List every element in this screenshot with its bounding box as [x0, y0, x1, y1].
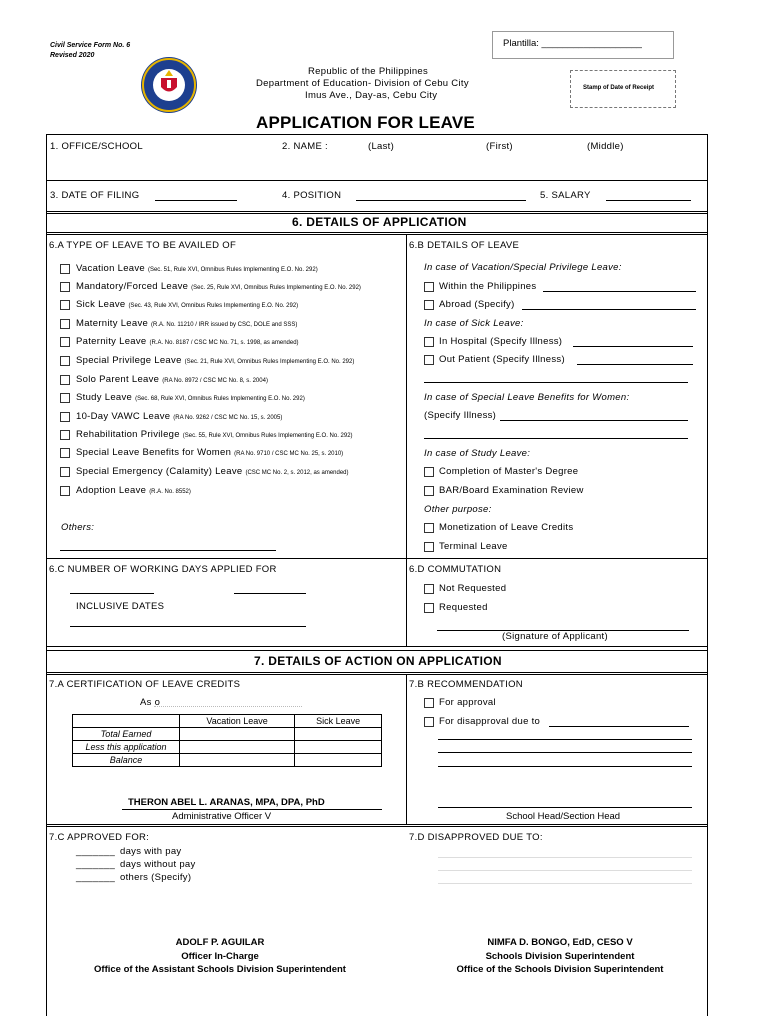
inclusive-dates-field[interactable]	[70, 626, 306, 627]
school-head-signature-field[interactable]	[438, 807, 692, 808]
leave-type-checkbox[interactable]	[60, 430, 70, 440]
leave-type-item	[76, 429, 353, 440]
days-without-pay-blank[interactable]: _______	[76, 859, 116, 870]
leave-type-label: Special Emergency (Calamity) Leave	[76, 466, 243, 477]
working-days-field[interactable]	[70, 593, 154, 594]
leave-type-checkbox[interactable]	[60, 375, 70, 385]
s6b-title: 6.B DETAILS OF LEAVE	[409, 240, 520, 251]
leave-type-legal-basis: (RA No. 8972 / CSC MC No. 8, s. 2004)	[162, 378, 268, 384]
leave-type-checkbox[interactable]	[60, 300, 70, 310]
out-patient-label: Out Patient (Specify Illness)	[439, 354, 565, 365]
others-label: Others:	[61, 522, 95, 533]
monetization-label: Monetization of Leave Credits	[439, 522, 574, 533]
leave-type-legal-basis: (R.A. No. 8552)	[149, 489, 191, 495]
leave-type-legal-basis: (RA No. 9710 / CSC MC No. 25, s. 2010)	[234, 451, 344, 457]
leave-type-legal-basis: (Sec. 25, Rule XVI, Omnibus Rules Implementing E.O. No. 292)	[191, 285, 361, 291]
position-field[interactable]	[356, 200, 526, 201]
women-extra-field[interactable]	[424, 438, 688, 439]
leave-type-legal-basis: (Sec. 21, Rule XVI, Omnibus Rules Implementing E.O. No. 292)	[184, 359, 355, 365]
within-philippines-field[interactable]	[543, 291, 696, 292]
seal-icon	[140, 56, 198, 114]
salary-label: 5. SALARY	[540, 190, 591, 201]
for-approval-checkbox[interactable]	[424, 698, 434, 708]
stamp-box	[570, 70, 676, 108]
leave-type-legal-basis: (RA No. 9262 / CSC MC No. 15, s. 2005)	[173, 415, 283, 421]
leave-type-item	[76, 355, 354, 366]
as-of-field[interactable]	[154, 706, 302, 707]
leave-type-label: Rehabilitation Privilege	[76, 429, 180, 440]
leave-type-label: Study Leave	[76, 392, 133, 403]
leave-type-legal-basis: (R.A. No. 8187 / CSC MC No. 71, s. 1998, as amended)	[149, 340, 299, 346]
masters-checkbox[interactable]	[424, 467, 434, 477]
terminal-leave-checkbox[interactable]	[424, 542, 434, 552]
abroad-label: Abroad (Specify)	[439, 299, 515, 310]
study-heading: In case of Study Leave:	[424, 448, 531, 459]
in-hospital-checkbox[interactable]	[424, 337, 434, 347]
days-without-pay-label: days without pay	[120, 859, 196, 870]
leave-type-checkbox[interactable]	[60, 393, 70, 403]
sig-left-title: Officer In-Charge	[181, 950, 259, 962]
leave-type-label: 10-Day VAWC Leave	[76, 411, 171, 422]
cell-vacation-total[interactable]	[180, 728, 295, 741]
disapproval-reason-field[interactable]	[549, 726, 689, 727]
disapproved-reason-line2[interactable]	[438, 870, 692, 871]
cell-vacation-less[interactable]	[180, 741, 295, 754]
signatory-right	[400, 936, 720, 977]
women-heading: In case of Special Leave Benefits for Women:	[424, 392, 630, 403]
leave-type-label: Mandatory/Forced Leave	[76, 281, 189, 292]
applicant-signature-label: (Signature of Applicant)	[502, 631, 608, 642]
leave-type-checkbox[interactable]	[60, 356, 70, 366]
s7c-title: 7.C APPROVED FOR:	[49, 832, 150, 843]
header-line2: Department of Education- Division of Cebu City	[256, 78, 469, 89]
days-with-pay-label: days with pay	[120, 846, 182, 857]
in-hospital-field[interactable]	[573, 346, 693, 347]
stamp-label: Stamp of Date of Receipt	[583, 85, 655, 91]
leave-type-checkbox[interactable]	[60, 337, 70, 347]
for-disapproval-label: For disapproval due to	[439, 716, 541, 727]
date-of-filing-field[interactable]	[155, 200, 237, 201]
leave-type-legal-basis: (Sec. 55, Rule XVI, Omnibus Rules Implementing E.O. No. 292)	[182, 433, 353, 439]
leave-credits-table	[72, 714, 382, 767]
working-days-extra-field[interactable]	[234, 593, 306, 594]
s6a-title: 6.A TYPE OF LEAVE TO BE AVAILED OF	[49, 240, 237, 251]
bar-review-checkbox[interactable]	[424, 486, 434, 496]
leave-type-label: Special Privilege Leave	[76, 355, 182, 366]
middle-name-label: (Middle)	[587, 141, 624, 152]
as-of-label: As o	[140, 697, 161, 708]
row-balance: Balance	[73, 754, 180, 767]
leave-type-checkbox[interactable]	[60, 467, 70, 477]
leave-type-legal-basis: (Sec. 68, Rule XVI, Omnibus Rules Implementing E.O. No. 292)	[135, 396, 305, 402]
leave-type-item	[76, 374, 268, 385]
leave-type-label: Maternity Leave	[76, 318, 149, 329]
section6-title: 6. DETAILS OF APPLICATION	[292, 215, 467, 229]
vacation-heading: In case of Vacation/Special Privilege Leave:	[424, 262, 622, 273]
table-row	[73, 741, 382, 754]
leave-type-checkbox[interactable]	[60, 486, 70, 496]
for-disapproval-checkbox[interactable]	[424, 717, 434, 727]
leave-type-item	[76, 263, 318, 274]
out-patient-field[interactable]	[577, 364, 693, 365]
section7-title: 7. DETAILS OF ACTION ON APPLICATION	[254, 654, 502, 668]
other-purpose-heading: Other purpose:	[424, 504, 492, 515]
disapproval-reason-line3[interactable]	[438, 752, 692, 753]
leave-type-item	[76, 447, 343, 458]
name-input-area[interactable]	[50, 154, 700, 176]
abroad-checkbox[interactable]	[424, 300, 434, 310]
cell-sick-less[interactable]	[295, 741, 382, 754]
school-head-label: School Head/Section Head	[506, 811, 621, 822]
cell-vacation-balance[interactable]	[180, 754, 295, 767]
table-row	[73, 754, 382, 767]
leave-type-checkbox[interactable]	[60, 412, 70, 422]
leave-type-item	[76, 411, 282, 422]
plantilla-label: Plantilla: ___________________	[503, 38, 642, 49]
inclusive-dates-label: INCLUSIVE DATES	[76, 601, 165, 612]
leave-type-label: Sick Leave	[76, 299, 126, 310]
s6d-title: 6.D COMMUTATION	[409, 564, 502, 575]
row-less-application: Less this application	[73, 741, 180, 754]
abroad-field[interactable]	[522, 309, 696, 310]
specify-illness-field[interactable]	[500, 420, 688, 421]
s7d-title: 7.D DISAPPROVED DUE TO:	[409, 832, 543, 843]
leave-type-checkbox[interactable]	[60, 448, 70, 458]
cell-sick-balance[interactable]	[295, 754, 382, 767]
name-label: 2. NAME :	[282, 141, 328, 152]
row-total-earned: Total Earned	[73, 728, 180, 741]
others-field[interactable]	[60, 550, 276, 551]
for-approval-label: For approval	[439, 697, 496, 708]
leave-type-item	[76, 336, 299, 347]
days-with-pay-blank[interactable]: _______	[76, 846, 116, 857]
signatory-left	[60, 936, 380, 977]
first-name-label: (First)	[486, 141, 513, 152]
requested-checkbox[interactable]	[424, 603, 434, 613]
leave-type-checkbox[interactable]	[60, 264, 70, 274]
leave-type-legal-basis: (Sec. 43, Rule XVI, Omnibus Rules Implementing E.O. No. 292)	[128, 303, 299, 309]
admin-officer-name: THERON ABEL L. ARANAS, MPA, DPA, PhD	[128, 797, 325, 808]
out-patient-checkbox[interactable]	[424, 355, 434, 365]
header-line1: Republic of the Philippines	[308, 66, 429, 77]
not-requested-checkbox[interactable]	[424, 584, 434, 594]
leave-type-item	[76, 485, 191, 496]
monetization-checkbox[interactable]	[424, 523, 434, 533]
not-requested-label: Not Requested	[439, 583, 507, 594]
leave-type-legal-basis: (R.A. No. 11210 / IRR issued by CSC, DOLE and SSS)	[151, 322, 298, 328]
leave-type-item	[76, 281, 361, 292]
disapproved-reason-line1[interactable]	[438, 857, 692, 858]
deped-seal	[140, 56, 198, 114]
admin-officer-title: Administrative Officer V	[172, 811, 272, 822]
leave-type-label: Solo Parent Leave	[76, 374, 160, 385]
s6c-title: 6.C NUMBER OF WORKING DAYS APPLIED FOR	[49, 564, 277, 575]
within-philippines-checkbox[interactable]	[424, 282, 434, 292]
sig-right-name: NIMFA D. BONGO, EdD, CESO V	[487, 937, 633, 948]
specify-illness-label: (Specify Illness)	[424, 410, 497, 421]
col-vacation-leave: Vacation Leave	[180, 715, 295, 728]
cell-sick-total[interactable]	[295, 728, 382, 741]
sick-extra-field[interactable]	[424, 382, 688, 383]
leave-type-label: Paternity Leave	[76, 336, 147, 347]
leave-type-item	[76, 392, 305, 403]
others-specify-label: others (Specify)	[120, 872, 192, 883]
terminal-leave-label: Terminal Leave	[439, 541, 508, 552]
requested-label: Requested	[439, 602, 488, 613]
leave-type-item	[76, 466, 349, 477]
col-sick-leave: Sick Leave	[295, 715, 382, 728]
leave-type-legal-basis: (Sec. 51, Rule XVI, Omnibus Rules Implementing E.O. No. 292)	[147, 267, 318, 273]
sick-heading: In case of Sick Leave:	[424, 318, 524, 329]
leave-type-label: Adoption Leave	[76, 485, 147, 496]
salary-field[interactable]	[606, 200, 691, 201]
last-name-label: (Last)	[368, 141, 395, 152]
disapproval-reason-line4[interactable]	[438, 766, 692, 767]
leave-type-checkbox[interactable]	[60, 282, 70, 292]
leave-type-checkbox[interactable]	[60, 319, 70, 329]
in-hospital-label: In Hospital (Specify Illness)	[439, 336, 563, 347]
page-title: APPLICATION FOR LEAVE	[256, 113, 475, 132]
disapproved-reason-line3[interactable]	[438, 883, 692, 884]
bar-review-label: BAR/Board Examination Review	[439, 485, 584, 496]
sig-left-office: Office of the Assistant Schools Division Superintendent	[94, 964, 346, 975]
leave-type-item	[76, 318, 297, 329]
leave-type-label: Vacation Leave	[76, 263, 145, 274]
disapproval-reason-line2[interactable]	[438, 739, 692, 740]
masters-label: Completion of Master's Degree	[439, 466, 579, 477]
others-specify-blank[interactable]: _______	[76, 872, 116, 883]
form-revision: Revised 2020	[50, 52, 95, 59]
header-line3: Imus Ave., Day-as, Cebu City	[305, 90, 438, 101]
form-number: Civil Service Form No. 6	[50, 42, 131, 49]
position-label: 4. POSITION	[282, 190, 342, 201]
office-school-label: 1. OFFICE/SCHOOL	[50, 141, 143, 152]
leave-type-legal-basis: (CSC MC No. 2, s. 2012, as amended)	[245, 470, 349, 476]
leave-type-label: Special Leave Benefits for Women	[76, 447, 232, 458]
sig-right-office: Office of the Schools Division Superintendent	[456, 964, 664, 975]
sig-left-name: ADOLF P. AGUILAR	[175, 937, 265, 948]
plantilla-box[interactable]	[492, 31, 674, 59]
s7b-title: 7.B RECOMMENDATION	[409, 679, 523, 690]
s7a-title: 7.A CERTIFICATION OF LEAVE CREDITS	[49, 679, 241, 690]
date-of-filing-label: 3. DATE OF FILING	[50, 190, 140, 201]
leave-type-item	[76, 299, 298, 310]
within-philippines-label: Within the Philippines	[439, 281, 537, 292]
table-row	[73, 728, 382, 741]
sig-right-title: Schools Division Superintendent	[485, 950, 635, 962]
